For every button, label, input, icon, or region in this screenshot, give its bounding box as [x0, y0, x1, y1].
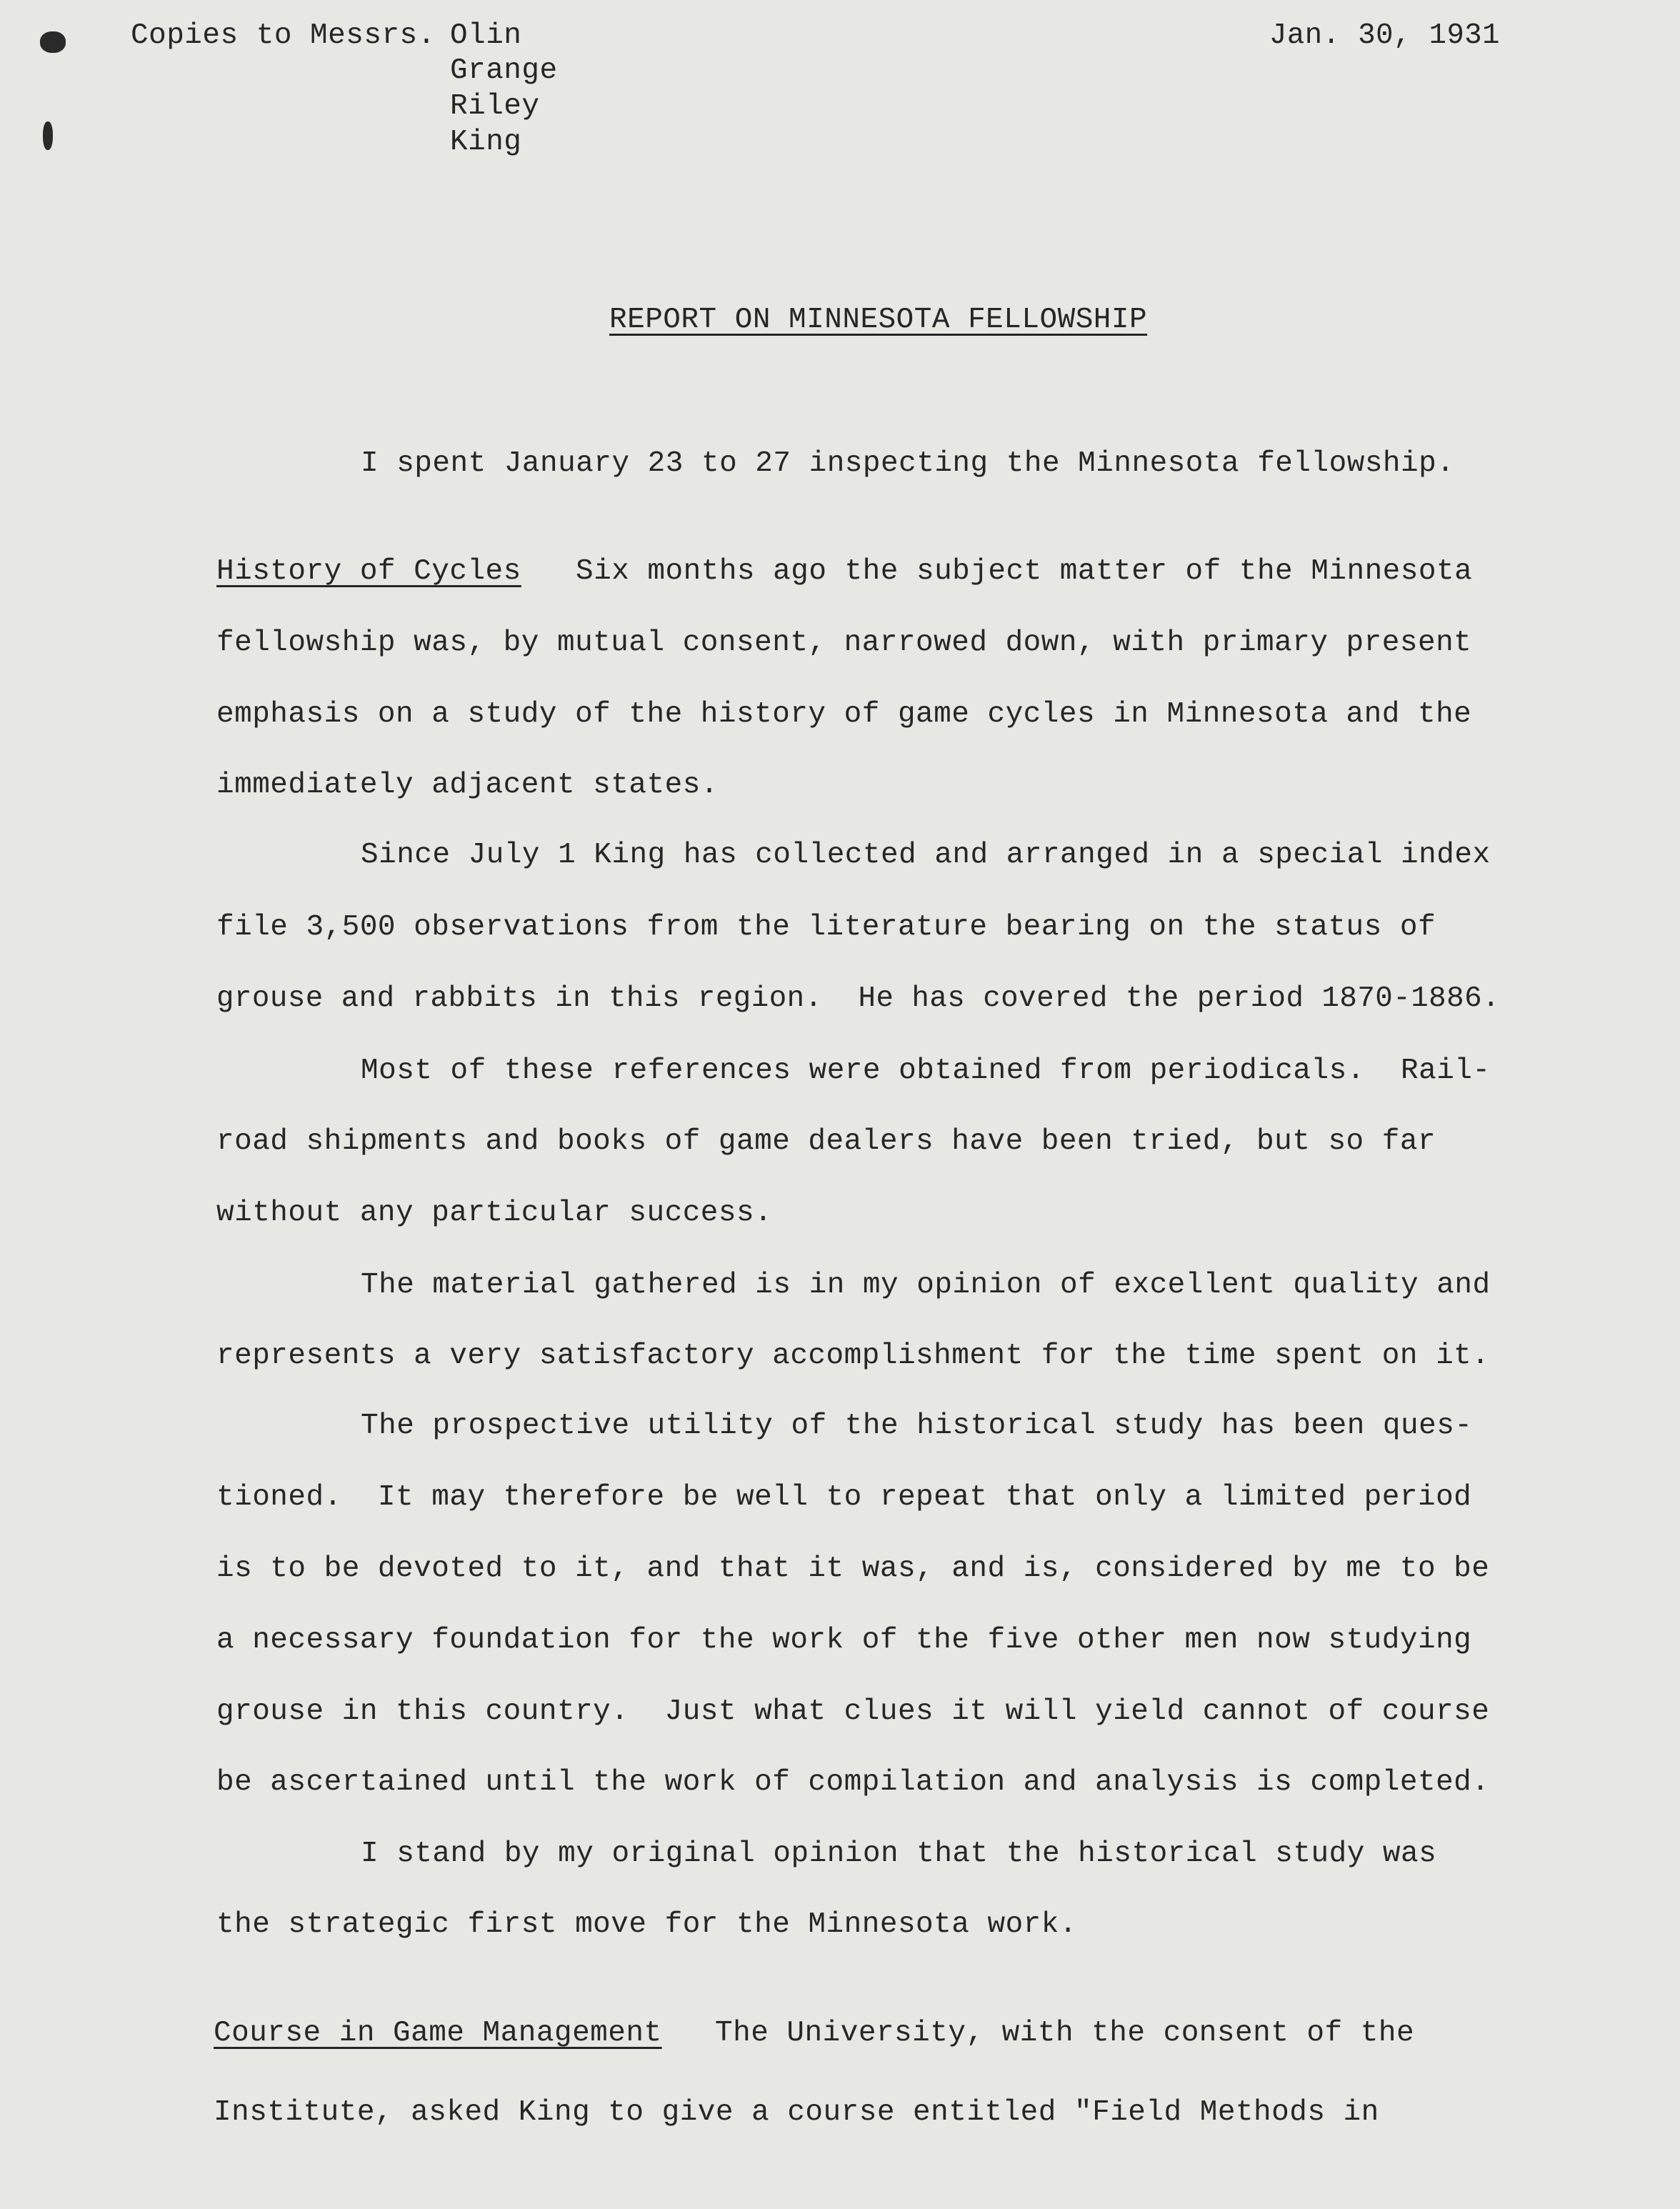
body-line: grouse in this country. Just what clues it will yield cannot of course: [216, 1695, 1490, 1728]
body-line: tioned. It may therefore be well to repeat that only a limited period: [216, 1481, 1472, 1514]
section-heading-history: History of Cycles: [216, 555, 521, 588]
report-title: REPORT ON MINNESOTA FELLOWSHIP: [609, 304, 1148, 336]
intro-line: I spent January 23 to 27 inspecting the Minnesota fellowship.: [361, 447, 1455, 480]
recipient-grange: Grange: [450, 54, 558, 87]
body-line: be ascertained until the work of compilation and analysis is completed.: [216, 1766, 1490, 1799]
body-line: The University, with the consent of the: [715, 2017, 1415, 2050]
ink-smudge: [43, 121, 53, 150]
body-line: grouse and rabbits in this region. He has covered the period 1870-1886.: [216, 982, 1500, 1015]
recipient-riley: Riley: [450, 90, 540, 123]
body-line: Since July 1 King has collected and arranged in a special index: [361, 839, 1491, 872]
body-line: file 3,500 observations from the literature bearing on the status of: [216, 911, 1436, 944]
body-line: The prospective utility of the historical study has been ques-: [361, 1410, 1473, 1442]
body-line: fellowship was, by mutual consent, narrowed down, with primary present: [216, 627, 1472, 659]
body-line: I stand by my original opinion that the historical study was: [361, 1837, 1437, 1870]
body-line: emphasis on a study of the history of game cycles in Minnesota and the: [216, 698, 1472, 731]
body-line: represents a very satisfactory accomplishment for the time spent on it.: [216, 1340, 1490, 1372]
body-line: immediately adjacent states.: [216, 769, 719, 802]
copies-label: Copies to Messrs.: [131, 19, 436, 52]
body-line: the strategic first move for the Minnesota work.: [216, 1908, 1077, 1941]
body-line: is to be devoted to it, and that it was, and is, considered by me to be: [216, 1552, 1490, 1585]
body-line: without any particular success.: [216, 1197, 773, 1230]
body-line: road shipments and books of game dealers have been tried, but so far: [216, 1125, 1436, 1158]
body-line: Most of these references were obtained from periodicals. Rail-: [361, 1054, 1491, 1087]
letter-date: Jan. 30, 1931: [1269, 19, 1500, 52]
body-line: Institute, asked King to give a course entitled "Field Methods in: [214, 2096, 1379, 2129]
section-heading-course: Course in Game Management: [214, 2017, 662, 2050]
body-line: a necessary foundation for the work of the five other men now studying: [216, 1624, 1472, 1657]
body-line: Six months ago the subject matter of the Minnesota: [576, 555, 1473, 588]
ink-smudge: [40, 31, 66, 53]
recipient-olin: Olin: [450, 19, 522, 52]
body-line: The material gathered is in my opinion of excellent quality and: [361, 1269, 1491, 1302]
recipient-king: King: [450, 126, 522, 159]
